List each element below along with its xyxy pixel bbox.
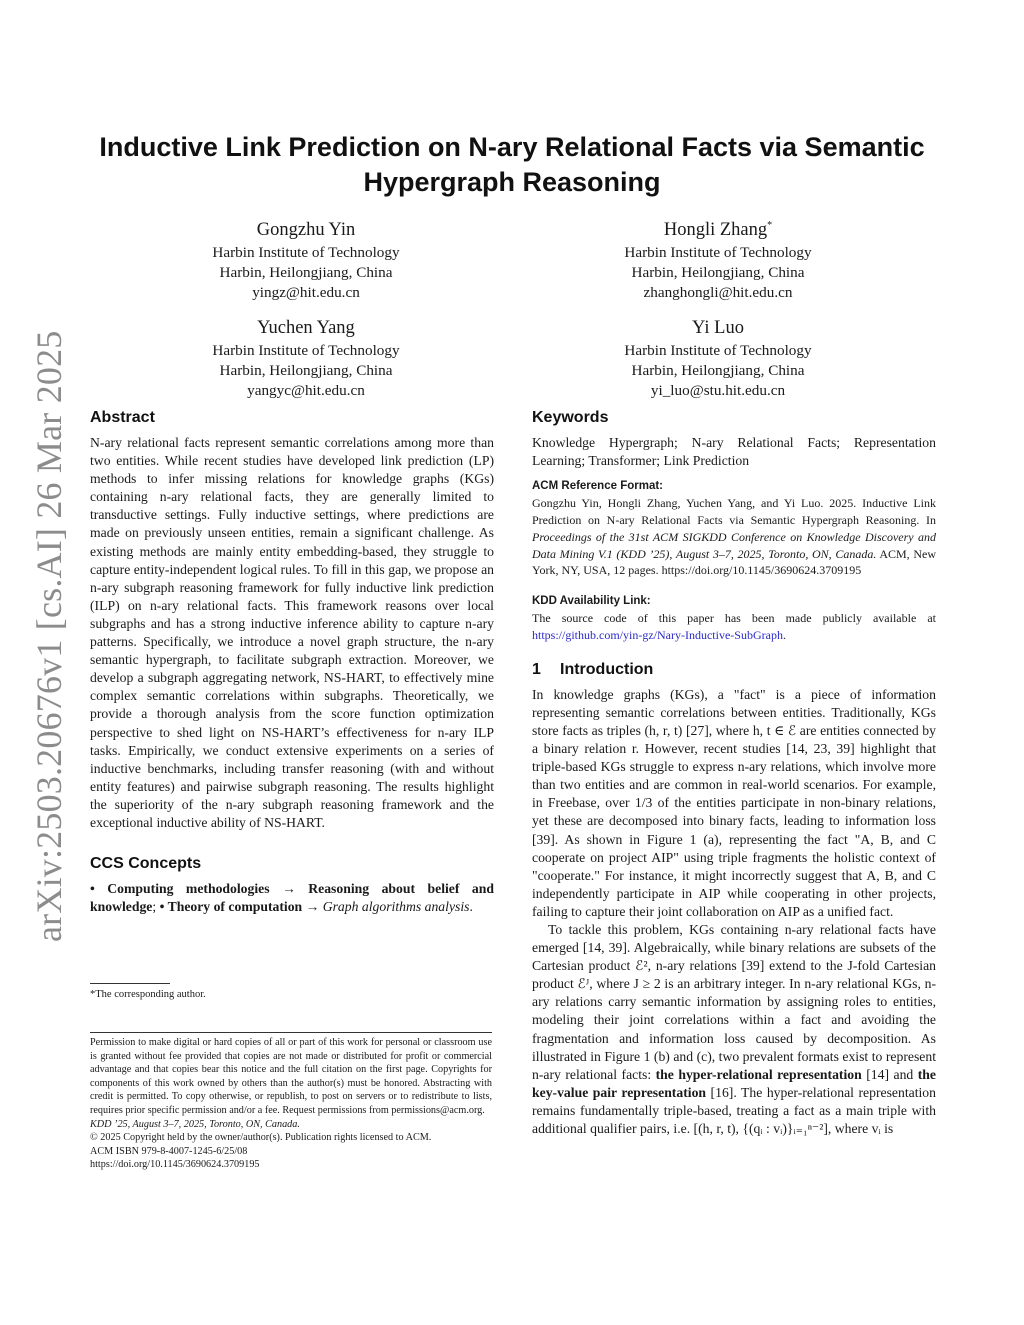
author-location: Harbin, Heilongjiang, China <box>631 362 805 380</box>
author-block <box>553 312 883 401</box>
acm-reference-text: Gongzhu Yin, Hongli Zhang, Yuchen Yang, and Yi Luo. 2025. Inductive Link Prediction on N-ary Relational Facts via Semantic Hypergraph Reasoning. In Proceedings of the 31st ACM SIGKDD Conference on Knowledge Discovery and Data Mining V.1 (KDD ’25), August 3–7, 2025, Toronto, ON, Canada. ACM, New York, NY, USA, 12 pages. https://doi.org/10.1145/3690624.3709195 <box>532 496 936 578</box>
author-affiliation: Harbin Institute of Technology <box>624 244 812 262</box>
keywords-text: Knowledge Hypergraph; N-ary Relational Facts; Representation Learning; Transformer; Link Prediction <box>532 435 936 469</box>
github-link[interactable]: https://github.com/yin-gz/Nary-Inductive-SubGraph <box>532 627 783 642</box>
acm-reference-heading: ACM Reference Format: <box>532 480 663 493</box>
availability-text: The source code of this paper has been made publicly available at https://github.com/yin-gz/Nary-Inductive-SubGraph. <box>532 611 936 642</box>
copyright-line: © 2025 Copyright held by the owner/author(s). Publication rights licensed to ACM. <box>90 1132 432 1144</box>
intro-text <box>532 686 936 1138</box>
arxiv-stamp: arXiv:2503.20676v1 [cs.AI] 26 Mar 2025 <box>29 330 69 942</box>
footnote: *The corresponding author. <box>90 989 206 1000</box>
availability-heading: KDD Availability Link: <box>532 595 651 608</box>
author-block <box>553 214 883 303</box>
author-name: Yi Luo <box>692 318 744 339</box>
author-block <box>141 214 471 303</box>
author-email[interactable]: yangyc@hit.edu.cn <box>247 382 365 400</box>
ccs-concepts: • Computing methodologies → Reasoning about belief and knowledge; • Theory of computation → Graph algorithms analysis. <box>90 881 494 915</box>
author-affiliation: Harbin Institute of Technology <box>624 342 812 360</box>
author-email[interactable]: zhanghongli@hit.edu.cn <box>643 284 793 302</box>
availability <box>532 593 936 644</box>
intro-heading: 1 Introduction <box>532 660 654 678</box>
author-email[interactable]: yi_luo@stu.hit.edu.cn <box>650 382 786 400</box>
ccs-heading: CCS Concepts <box>90 855 202 873</box>
author-name: Yuchen Yang <box>257 318 355 339</box>
author-location: Harbin, Heilongjiang, China <box>631 264 805 282</box>
doi-line[interactable]: https://doi.org/10.1145/3690624.3709195 <box>90 1159 260 1171</box>
author-block <box>141 312 471 401</box>
intro-paragraph-2: To tackle this problem, KGs containing n-ary relational facts have emerged [14, 39]. Algebraically, while binary relations are subsets of the Cartesian product ℰ², n-ary relations [39] extend to the J-fold Cartesian product ℰᴶ, where J ≥ 2 is an arbitrary integer. In n-ary relational KGs, n-ary relations carry semantic information by assigning roles to entities, modeling their joint correlations within a fact and avoiding the fragmentation and information loss caused by decomposition. As illustrated in Figure 1 (b) and (c), two prevalent formats exist to represent n-ary relational facts: the hyper-relational representation [14] and the key-value pair representation [16]. The hyper-relational representation remains fundamentally triple-based, treating a fact as a main triple with additional qualifier pairs, i.e. [(h, r, t), {(qᵢ : vᵢ)}ᵢ₌₁ⁿ⁻²], where vᵢ is <box>532 921 936 1137</box>
conference-line: KDD ’25, August 3–7, 2025, Toronto, ON, Canada. <box>90 1118 300 1130</box>
author-location: Harbin, Heilongjiang, China <box>219 362 393 380</box>
abstract-heading: Abstract <box>90 409 155 426</box>
intro-paragraph-1: In knowledge graphs (KGs), a "fact" is a piece of information representing semantic correlations between entities. Traditionally, KGs store facts as triples (h, r, t) [27], where h, t ∈ ℰ are entities connected by a binary relation r. However, recent studies [14, 23, 39] highlight that triple-based KGs struggle to express n-ary relations, which involve more than two entities and are common in real-world scenarios. For example, in Freebase, over 1/3 of the entities participate in non-binary relations, yet these are decomposed into binary facts, leading to information loss [39]. As shown in Figure 1 (a), representing the fact "A, B, and C cooperate on project AIP" using triple fragments the holistic context of "cooperate." For instance, it might incorrectly suggest that A, B, and C independently participate in AIP while cooperating in other projects, failing to capture their joint collaboration on AIP as a unified fact. <box>532 686 936 919</box>
author-affiliation: Harbin Institute of Technology <box>212 342 400 360</box>
isbn-line: ACM ISBN 979-8-4007-1245-6/25/08 <box>90 1145 248 1157</box>
permission-text: Permission to make digital or hard copies of all or part of this work for personal or classroom use is granted without fee provided that copies are not made or distributed for profit or commercial advantage and that copies bear this notice and the full citation on the first page. Copyrights for components of this work owned by others than the author(s) must be honored. Abstracting with credit is permitted. To copy otherwise, or republish, to post on servers or to redistribute to lists, requires prior specific permission and/or a fee. Request permissions from permissions@acm.org. <box>90 1037 492 1116</box>
permission-rule <box>90 1032 492 1033</box>
acm-reference <box>532 478 936 579</box>
left-column <box>90 406 494 916</box>
paper-title: Inductive Link Prediction on N-ary Relational Facts via Semantic Hypergraph Reasoning <box>99 132 925 197</box>
abstract-text: N-ary relational facts represent semantic correlations among more than two entities. While recent studies have developed link prediction (LP) methods to infer missing relations for knowledge graphs (KGs) containing n-ary relational facts, they are generally limited to transductive settings. Fully inductive settings, where predictions are made on previously unseen entities, remain a significant challenge. As existing methods are mainly entity embedding-based, they struggle to capture entity-independent logical rules. To fill in this gap, we propose an n-ary subgraph reasoning framework for fully inductive link prediction (ILP) on n-ary relational facts. This framework reasons over local subgraphs and has a strong inductive inference ability to capture n-ary patterns. Specifically, we introduce a novel graph structure, the n-ary semantic hypergraph, to facilitate subgraph extraction. Moreover, we develop a subgraph aggregating network, NS-HART, to effectively mine complex semantic correlations within subgraphs. Theoretically, we provide a thorough analysis from the score function optimization perspective to shed light on NS-HART’s effectiveness for n-ary ILP tasks. Empirically, we conduct extensive experiments on a series of inductive benchmarks, including transfer reasoning (with and without entity features) and pairwise subgraph reasoning. The results highlight the superiority of the n-ary subgraph reasoning framework and the exceptional inductive ability of NS-HART. <box>90 435 494 830</box>
author-affiliation: Harbin Institute of Technology <box>212 244 400 262</box>
author-email[interactable]: yingz@hit.edu.cn <box>252 284 360 302</box>
footnote-rule <box>90 983 170 984</box>
permission-block <box>90 1036 492 1172</box>
author-location: Harbin, Heilongjiang, China <box>219 264 393 282</box>
author-name: Gongzhu Yin <box>256 220 356 241</box>
author-name: Hongli Zhang* <box>663 220 773 241</box>
keywords-heading: Keywords <box>532 409 609 426</box>
right-column <box>532 406 936 1138</box>
